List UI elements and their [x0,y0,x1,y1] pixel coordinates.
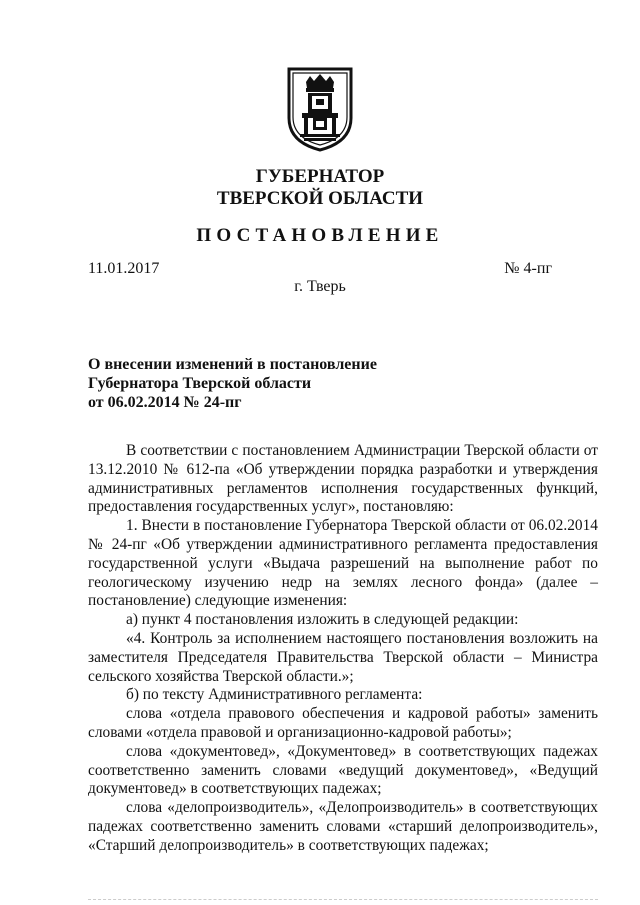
scan-edge-divider [88,899,598,900]
document-subject [88,355,448,412]
document-type: ПОСТАНОВЛЕНИЕ [196,225,444,246]
body-paragraph: слова «делопроизводитель», «Делопроизводитель» в соответствующих падежах соответственно заменить словами «старший делопроизводитель», «Старший делопроизводитель» в соответствующих падежах; [88,799,598,854]
document-city: г. Тверь [294,278,346,295]
body-paragraph: В соответствии с постановлением Администрации Тверской области от 13.12.2010 № 612-па «Об утверждении порядка разработки и утверждения административных регламентов исполнения государственных функций, предоставления государственных услуг», постановляю: [88,442,598,516]
body-paragraph: слова «отдела правового обеспечения и кадровой работы» заменить словами «отдела правовой и организационно-кадровой работы»; [88,705,598,741]
document-date: 11.01.2017 [88,260,160,277]
subject-line-3: от 06.02.2014 № 24-пг [88,394,242,411]
body-paragraph: б) по тексту Административного регламента: [126,686,423,704]
issuer-title-line-1: ГУБЕРНАТОР [255,166,385,187]
body-paragraph: «4. Контроль за исполнением настоящего постановления возложить на заместителя Председателя Правительства Тверской области – Министра сельского хозяйства Тверской области.»; [88,629,598,685]
issuer-title-line-2: ТВЕРСКОЙ ОБЛАСТИ [216,188,424,209]
document-number: № 4-пг [504,260,552,277]
subject-line-2: Губернатора Тверской области [88,375,312,392]
subject-line-1: О внесении изменений в постановление [88,356,377,373]
coat-of-arms-icon [286,66,354,152]
document-body [88,442,598,856]
body-paragraph: а) пункт 4 постановления изложить в следующей редакции: [126,611,519,629]
body-paragraph: слова «документовед», «Документовед» в соответствующих падежах соответственно заменить словами «ведущий документовед», «Ведущий документовед» в соответствующих падежах; [88,742,598,798]
body-paragraph: 1. Внести в постановление Губернатора Тверской области от 06.02.2014 № 24-пг «Об утверждении административного регламента предоставления государственной услуги «Выдача разрешений на выполнение работ по геологическому изучению недр на землях лесного фонда» (далее – постановление) следующие изменения: [88,517,598,610]
